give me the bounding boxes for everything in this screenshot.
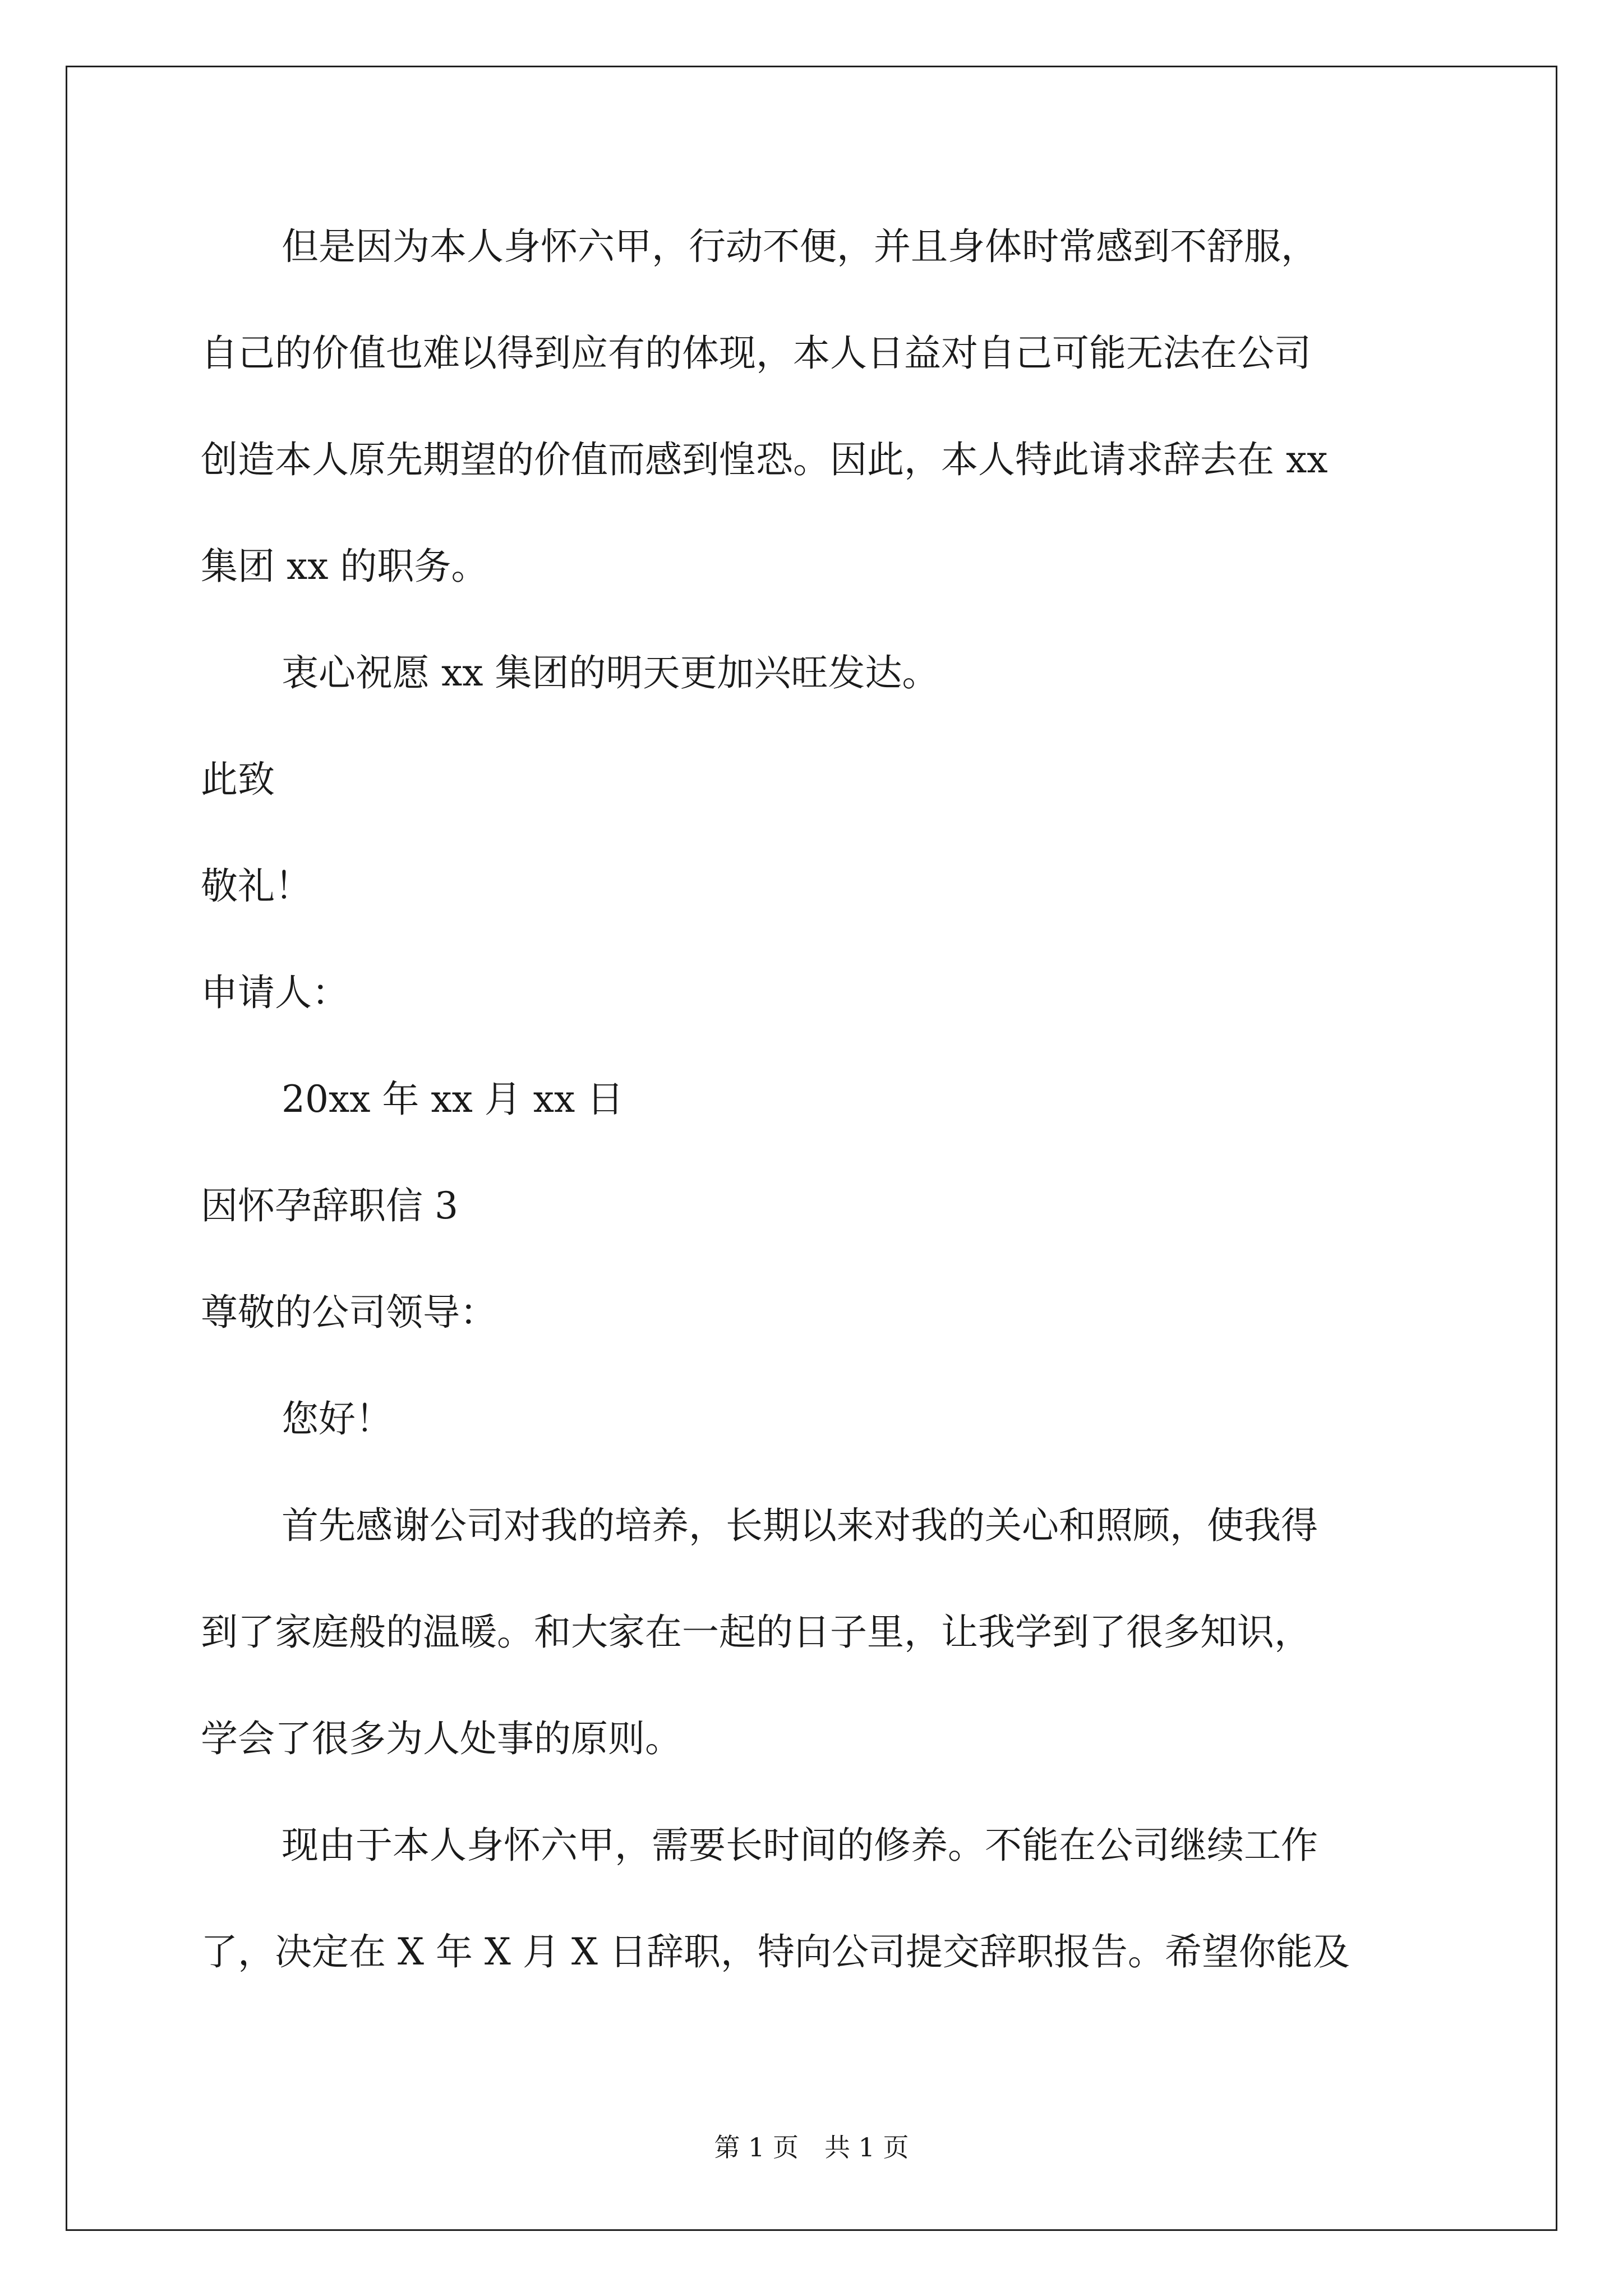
addressee-line: 尊敬的公司领导： (201, 1291, 497, 1334)
paragraph-line: 到了家庭般的温暖。和大家在一起的日子里，让我学到了很多知识， (201, 1611, 1311, 1654)
date-line: 20xx 年 xx 月 xx 日 (282, 1078, 624, 1121)
paragraph-line: 自己的价值也难以得到应有的体现，本人日益对自己可能无法在公司 (201, 332, 1311, 375)
paragraph-line: 但是因为本人身怀六甲，行动不便，并且身体时常感到不舒服， (282, 225, 1318, 268)
paragraph-line: 创造本人原先期望的价值而感到惶恐。因此，本人特此请求辞去在 xx (201, 438, 1328, 481)
paragraph-line: 了，决定在 X 年 X 月 X 日辞职，特向公司提交辞职报告。希望你能及 (201, 1930, 1350, 1973)
section-title: 因怀孕辞职信 3 (201, 1184, 458, 1227)
applicant-line: 申请人： (201, 971, 349, 1014)
greeting-line: 您好！ (282, 1397, 393, 1441)
page-footer: 第 1 页 共 1 页 (714, 2132, 909, 2162)
paragraph-line: 集团 xx 的职务。 (201, 545, 488, 588)
closing-line: 此致 (201, 758, 275, 801)
paragraph-line: 首先感谢公司对我的培养，长期以来对我的关心和照顾，使我得 (282, 1504, 1318, 1547)
paragraph-line: 衷心祝愿 xx 集团的明天更加兴旺发达。 (282, 651, 939, 694)
paragraph-line: 现由于本人身怀六甲，需要长时间的修养。不能在公司继续工作 (282, 1824, 1318, 1867)
salutation-line: 敬礼！ (201, 864, 312, 908)
paragraph-line: 学会了很多为人处事的原则。 (201, 1717, 682, 1760)
page-border (66, 66, 1557, 2231)
